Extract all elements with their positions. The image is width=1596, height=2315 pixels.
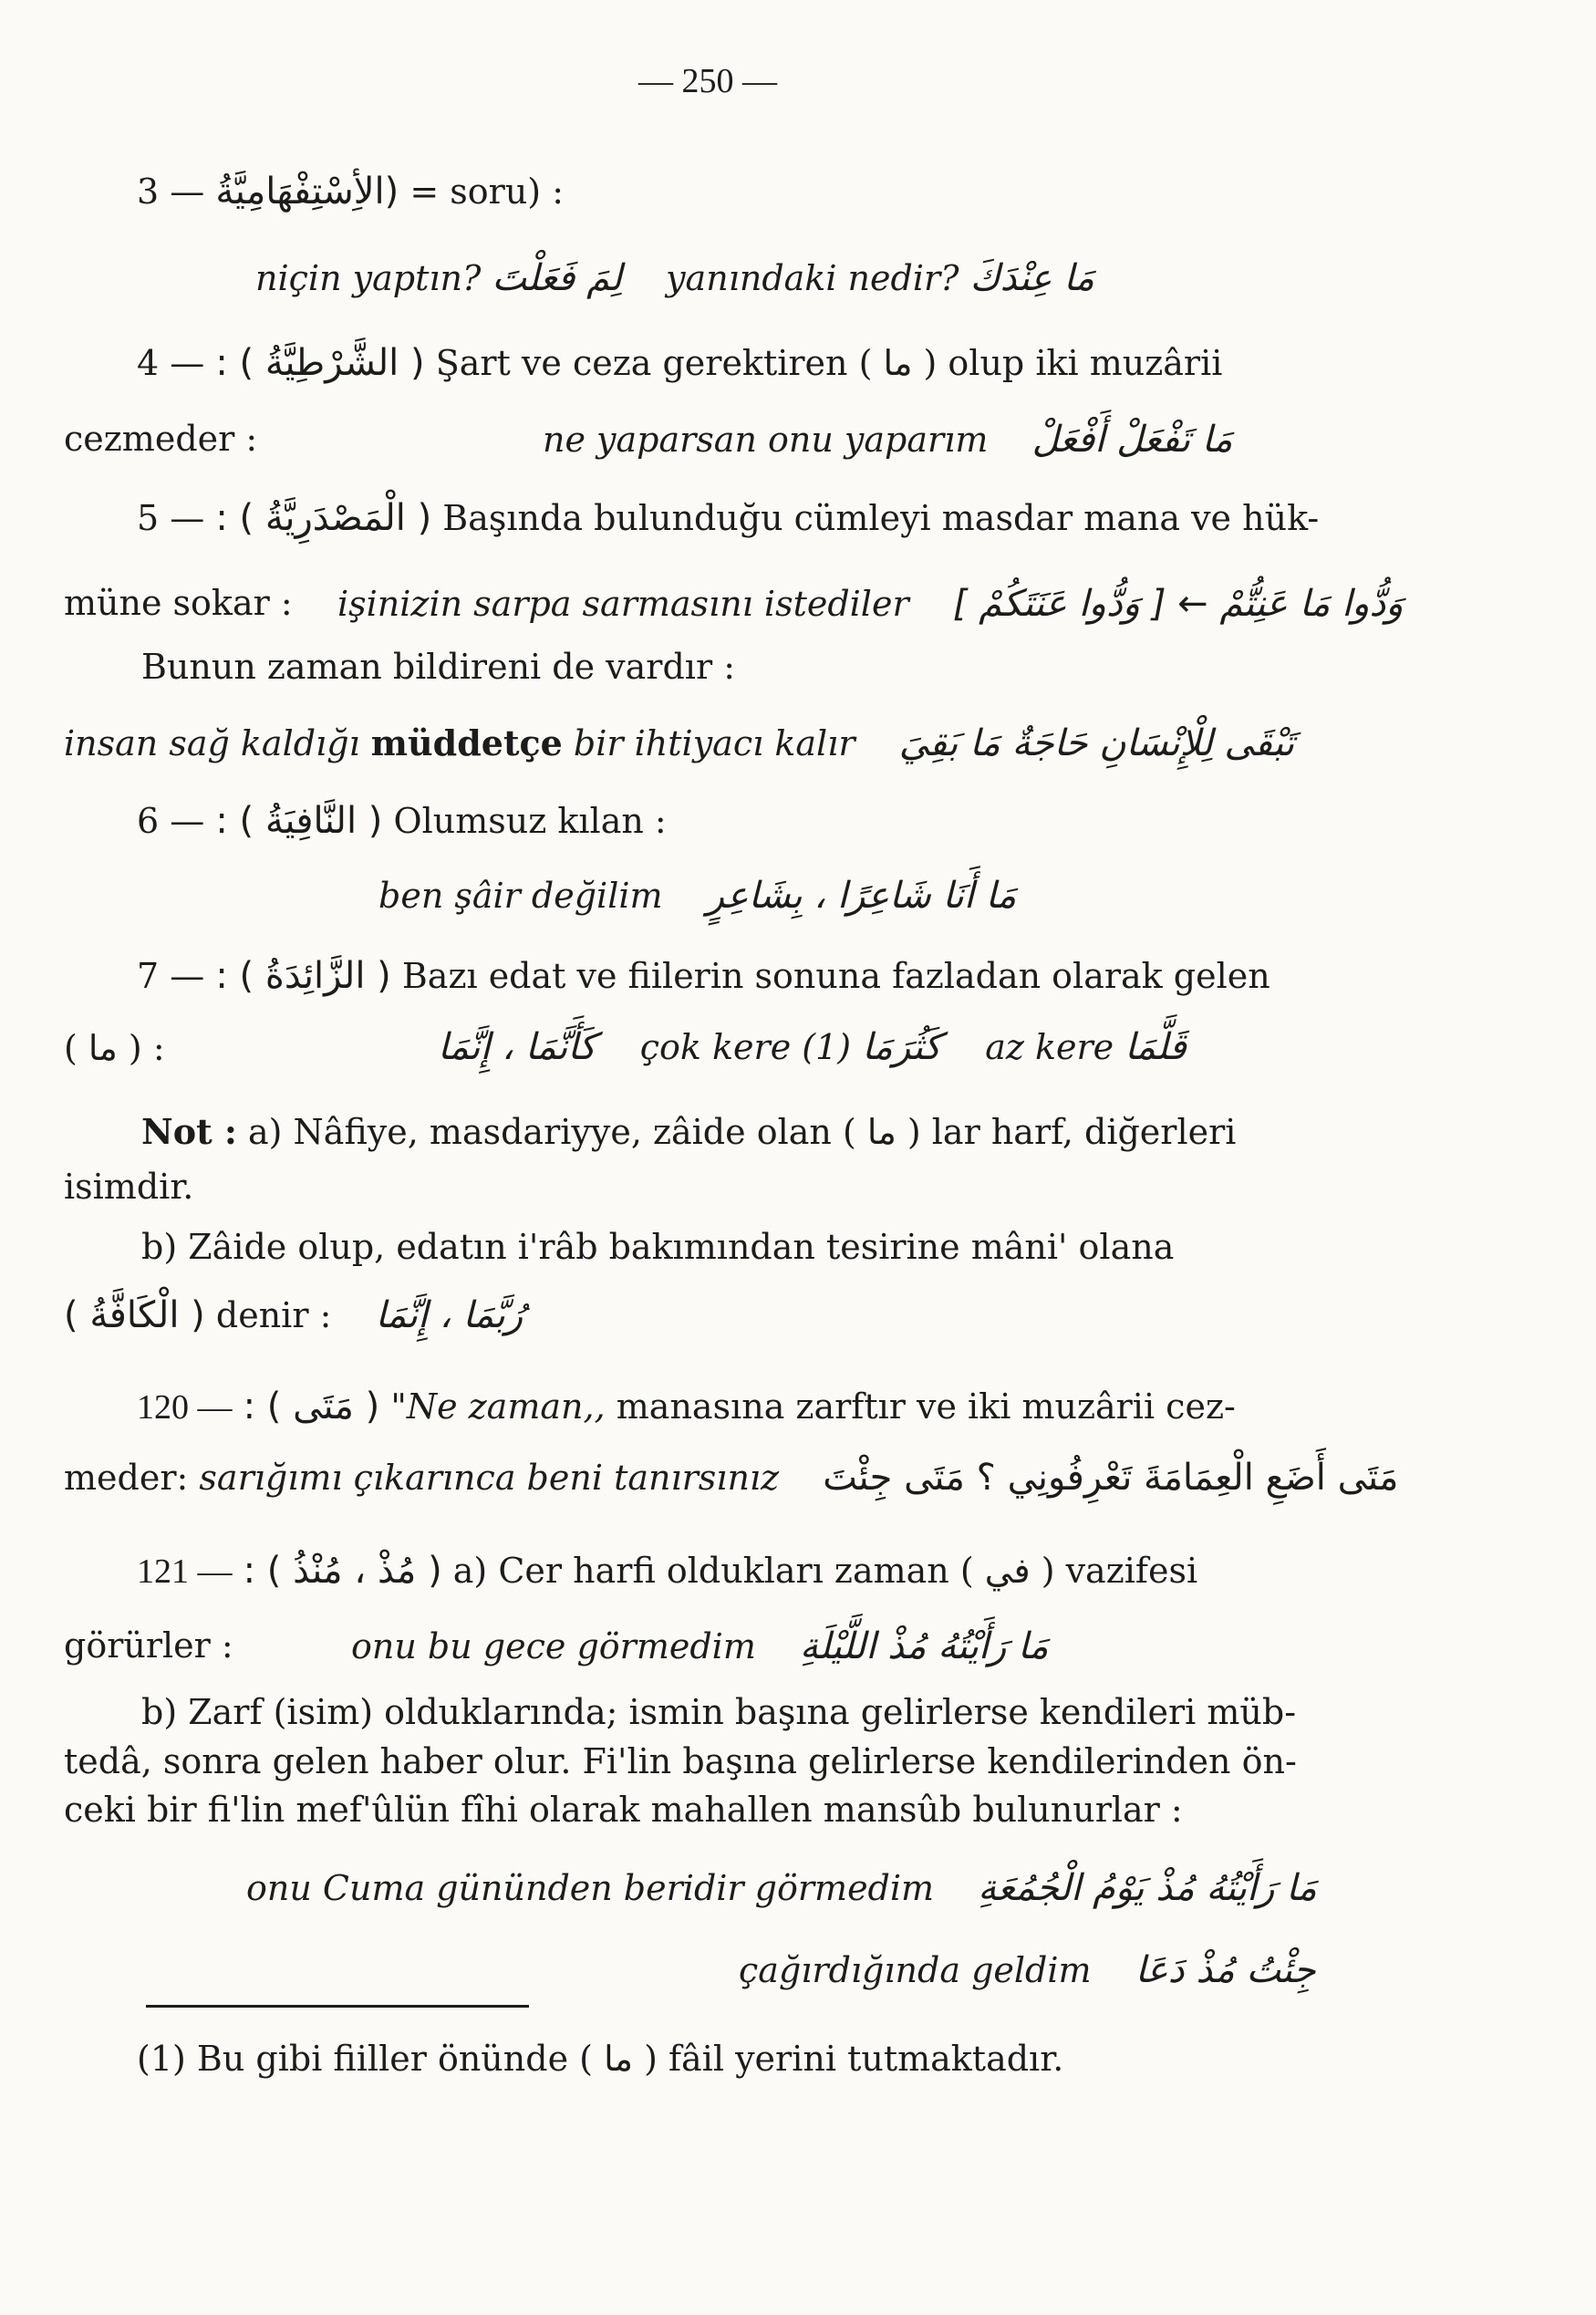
example-turkish: işinizin sarpa sarmasını istediler xyxy=(337,584,909,624)
note-a-cont: isimdir. xyxy=(64,1167,194,1207)
example-turkish: niçin yaptın? xyxy=(255,258,482,298)
item-text: = soru) : xyxy=(409,171,565,212)
section-121-b3: ceki bir fi'lin mef'ûlün fîhi olarak mahallen mansûb bulunurlar : xyxy=(64,1790,1183,1830)
item-4-example xyxy=(543,419,1233,461)
arabic-term: ( النَّافِيَةُ ) : xyxy=(215,800,383,842)
example-arabic: مَا عِنْدَكَ xyxy=(969,257,1094,299)
example-arabic: مَا تَفْعَلْ أَفْعَلْ xyxy=(1031,419,1233,461)
item-text: Şart ve ceza gerektiren ( ما ) olup iki muzârii xyxy=(435,343,1223,383)
item-7-cont: ( ما ) : xyxy=(64,1028,165,1068)
page-number: — 250 — xyxy=(638,62,777,100)
example-arabic: وَدُّوا مَا عَنِتُّمْ ← [ وَدُّوا عَنَتَكُمْ ] xyxy=(952,583,1404,625)
item-text: Bazı edat ve fiilerin sonuna fazladan olarak gelen xyxy=(401,956,1270,996)
section-number: 120 — xyxy=(137,1388,233,1427)
item-7-heading xyxy=(137,955,1270,997)
arabic-term: ( الشَّرْطِيَّةُ ) : xyxy=(215,342,425,384)
note-text: denir : xyxy=(215,1295,332,1335)
example-turkish: çağırdığında geldim xyxy=(739,1950,1092,1990)
section-121-example-2 xyxy=(246,1867,1317,1909)
example-arabic: مَا رَأَيْتُهُ مُذْ يَوْمُ الْجُمُعَةِ xyxy=(978,1867,1317,1909)
item-text: Olumsuz kılan : xyxy=(393,801,667,841)
example-arabic: جِئْتُ مُذْ دَعَا xyxy=(1135,1949,1316,1991)
example-turkish: onu bu gece görmedim xyxy=(351,1626,756,1666)
item-3-heading xyxy=(137,171,565,213)
example-turkish: sarığımı çıkarınca beni tanırsınız xyxy=(199,1458,780,1498)
item-number: 3 — xyxy=(137,171,205,212)
section-121-b1: b) Zarf (isim) olduklarında; ismin başına gelirlerse kendileri müb- xyxy=(141,1692,1297,1732)
item-5-example-2 xyxy=(64,722,1295,764)
section-120-heading xyxy=(137,1388,1236,1425)
item-number: 5 — xyxy=(137,498,205,538)
note-b: b) Zâide olup, edatın i'râb bakımından tesirine mâni' olana xyxy=(141,1227,1175,1267)
item-number: 4 — xyxy=(137,343,205,383)
item-number: 6 — xyxy=(137,801,205,841)
item-4-cont: cezmeder : xyxy=(64,419,258,459)
section-121-example-3 xyxy=(739,1949,1316,1991)
item-7-examples xyxy=(438,1026,1187,1068)
example-arabic: رُبَّمَا ، إِنَّمَا xyxy=(375,1294,523,1336)
example-turkish: az kere xyxy=(985,1027,1114,1067)
item-3-examples xyxy=(255,257,1094,299)
footnote-rule xyxy=(146,2005,529,2008)
example-arabic: تَبْقَى لِلْإِنْسَانِ حَاجَةٌ مَا بَقِيَ xyxy=(898,722,1295,764)
section-121-example xyxy=(351,1625,1049,1667)
section-text: manasına zarftır ve iki muzârii cez- xyxy=(616,1386,1236,1427)
section-text: a) Cer harfi oldukları zaman ( في ) vazifesi xyxy=(452,1551,1198,1591)
section-121-cont: görürler : xyxy=(64,1625,233,1666)
section-number: 121 — xyxy=(137,1552,233,1591)
section-text: meder: xyxy=(64,1458,189,1498)
arabic-term: ( مُذْ ، مُنْذُ ) : xyxy=(243,1550,442,1592)
example-arabic: كَثُرَمَا xyxy=(862,1026,941,1068)
item-number: 7 — xyxy=(137,956,205,996)
example-turkish: bir ihtiyacı kalır xyxy=(573,723,855,763)
example-arabic: مَا أَنَا شَاعِرًا ، بِشَاعِرٍ xyxy=(706,875,1017,917)
example-arabic: قَلَّمَا xyxy=(1124,1026,1187,1068)
example-turkish: yanındaki nedir? xyxy=(666,258,959,298)
item-5-zaman: Bunun zaman bildireni de vardır : xyxy=(141,647,735,687)
section-121-heading xyxy=(137,1550,1198,1592)
arabic-term: ( مَتَى ) : xyxy=(243,1386,380,1427)
example-turkish: onu Cuma gününden beridir görmedim xyxy=(246,1868,935,1908)
note-b-cont xyxy=(64,1294,523,1336)
arabic-term: ( الزَّائِدَةُ ) : xyxy=(215,955,391,997)
example-arabic: مَا رَأَيْتُهُ مُذْ اللَّيْلَةِ xyxy=(800,1625,1049,1667)
example-arabic: لِمَ فَعَلْتَ xyxy=(492,257,622,299)
example-arabic: كَأَنَّمَا ، إِنَّمَا xyxy=(438,1026,596,1068)
item-5-example xyxy=(337,583,1404,625)
note-label: Not : xyxy=(141,1111,237,1152)
example-turkish-bold: müddetçe xyxy=(370,722,563,763)
item-5-heading xyxy=(137,497,1320,539)
item-4-heading xyxy=(137,342,1223,384)
item-6-heading xyxy=(137,800,667,842)
section-quote: "Ne zaman,, xyxy=(390,1386,606,1427)
footnote: (1) Bu gibi fiiller önünde ( ما ) fâil yerini tutmaktadır. xyxy=(137,2039,1064,2079)
section-121-b2: tedâ, sonra gelen haber olur. Fi'lin başına gelirlerse kendilerinden ön- xyxy=(64,1741,1297,1781)
example-turkish: çok kere (1) xyxy=(639,1027,852,1067)
example-turkish: ne yaparsan onu yaparım xyxy=(543,420,989,460)
item-5-cont: müne sokar : xyxy=(64,583,293,623)
arabic-term: ( الْكَافَّةُ ) xyxy=(64,1294,205,1336)
item-6-example xyxy=(378,875,1017,917)
note-a xyxy=(141,1111,1237,1152)
section-120-cont xyxy=(64,1457,1399,1499)
example-turkish: insan sağ kaldığı xyxy=(64,723,360,763)
example-turkish: ben şâir değilim xyxy=(378,876,663,916)
example-arabic: مَتَى أَضَعِ الْعِمَامَةَ تَعْرِفُونِي ؟ مَتَى جِئْتَ xyxy=(823,1457,1399,1499)
arabic-term: (الأِسْتِفْهَامِيَّةُ xyxy=(215,171,399,213)
note-text: a) Nâfiye, masdariyye, zâide olan ( ما ) lar harf, diğerleri xyxy=(247,1112,1237,1152)
arabic-term: ( الْمَصْدَرِيَّةُ ) : xyxy=(215,497,432,539)
item-text: Başında bulunduğu cümleyi masdar mana ve hük- xyxy=(442,498,1320,538)
